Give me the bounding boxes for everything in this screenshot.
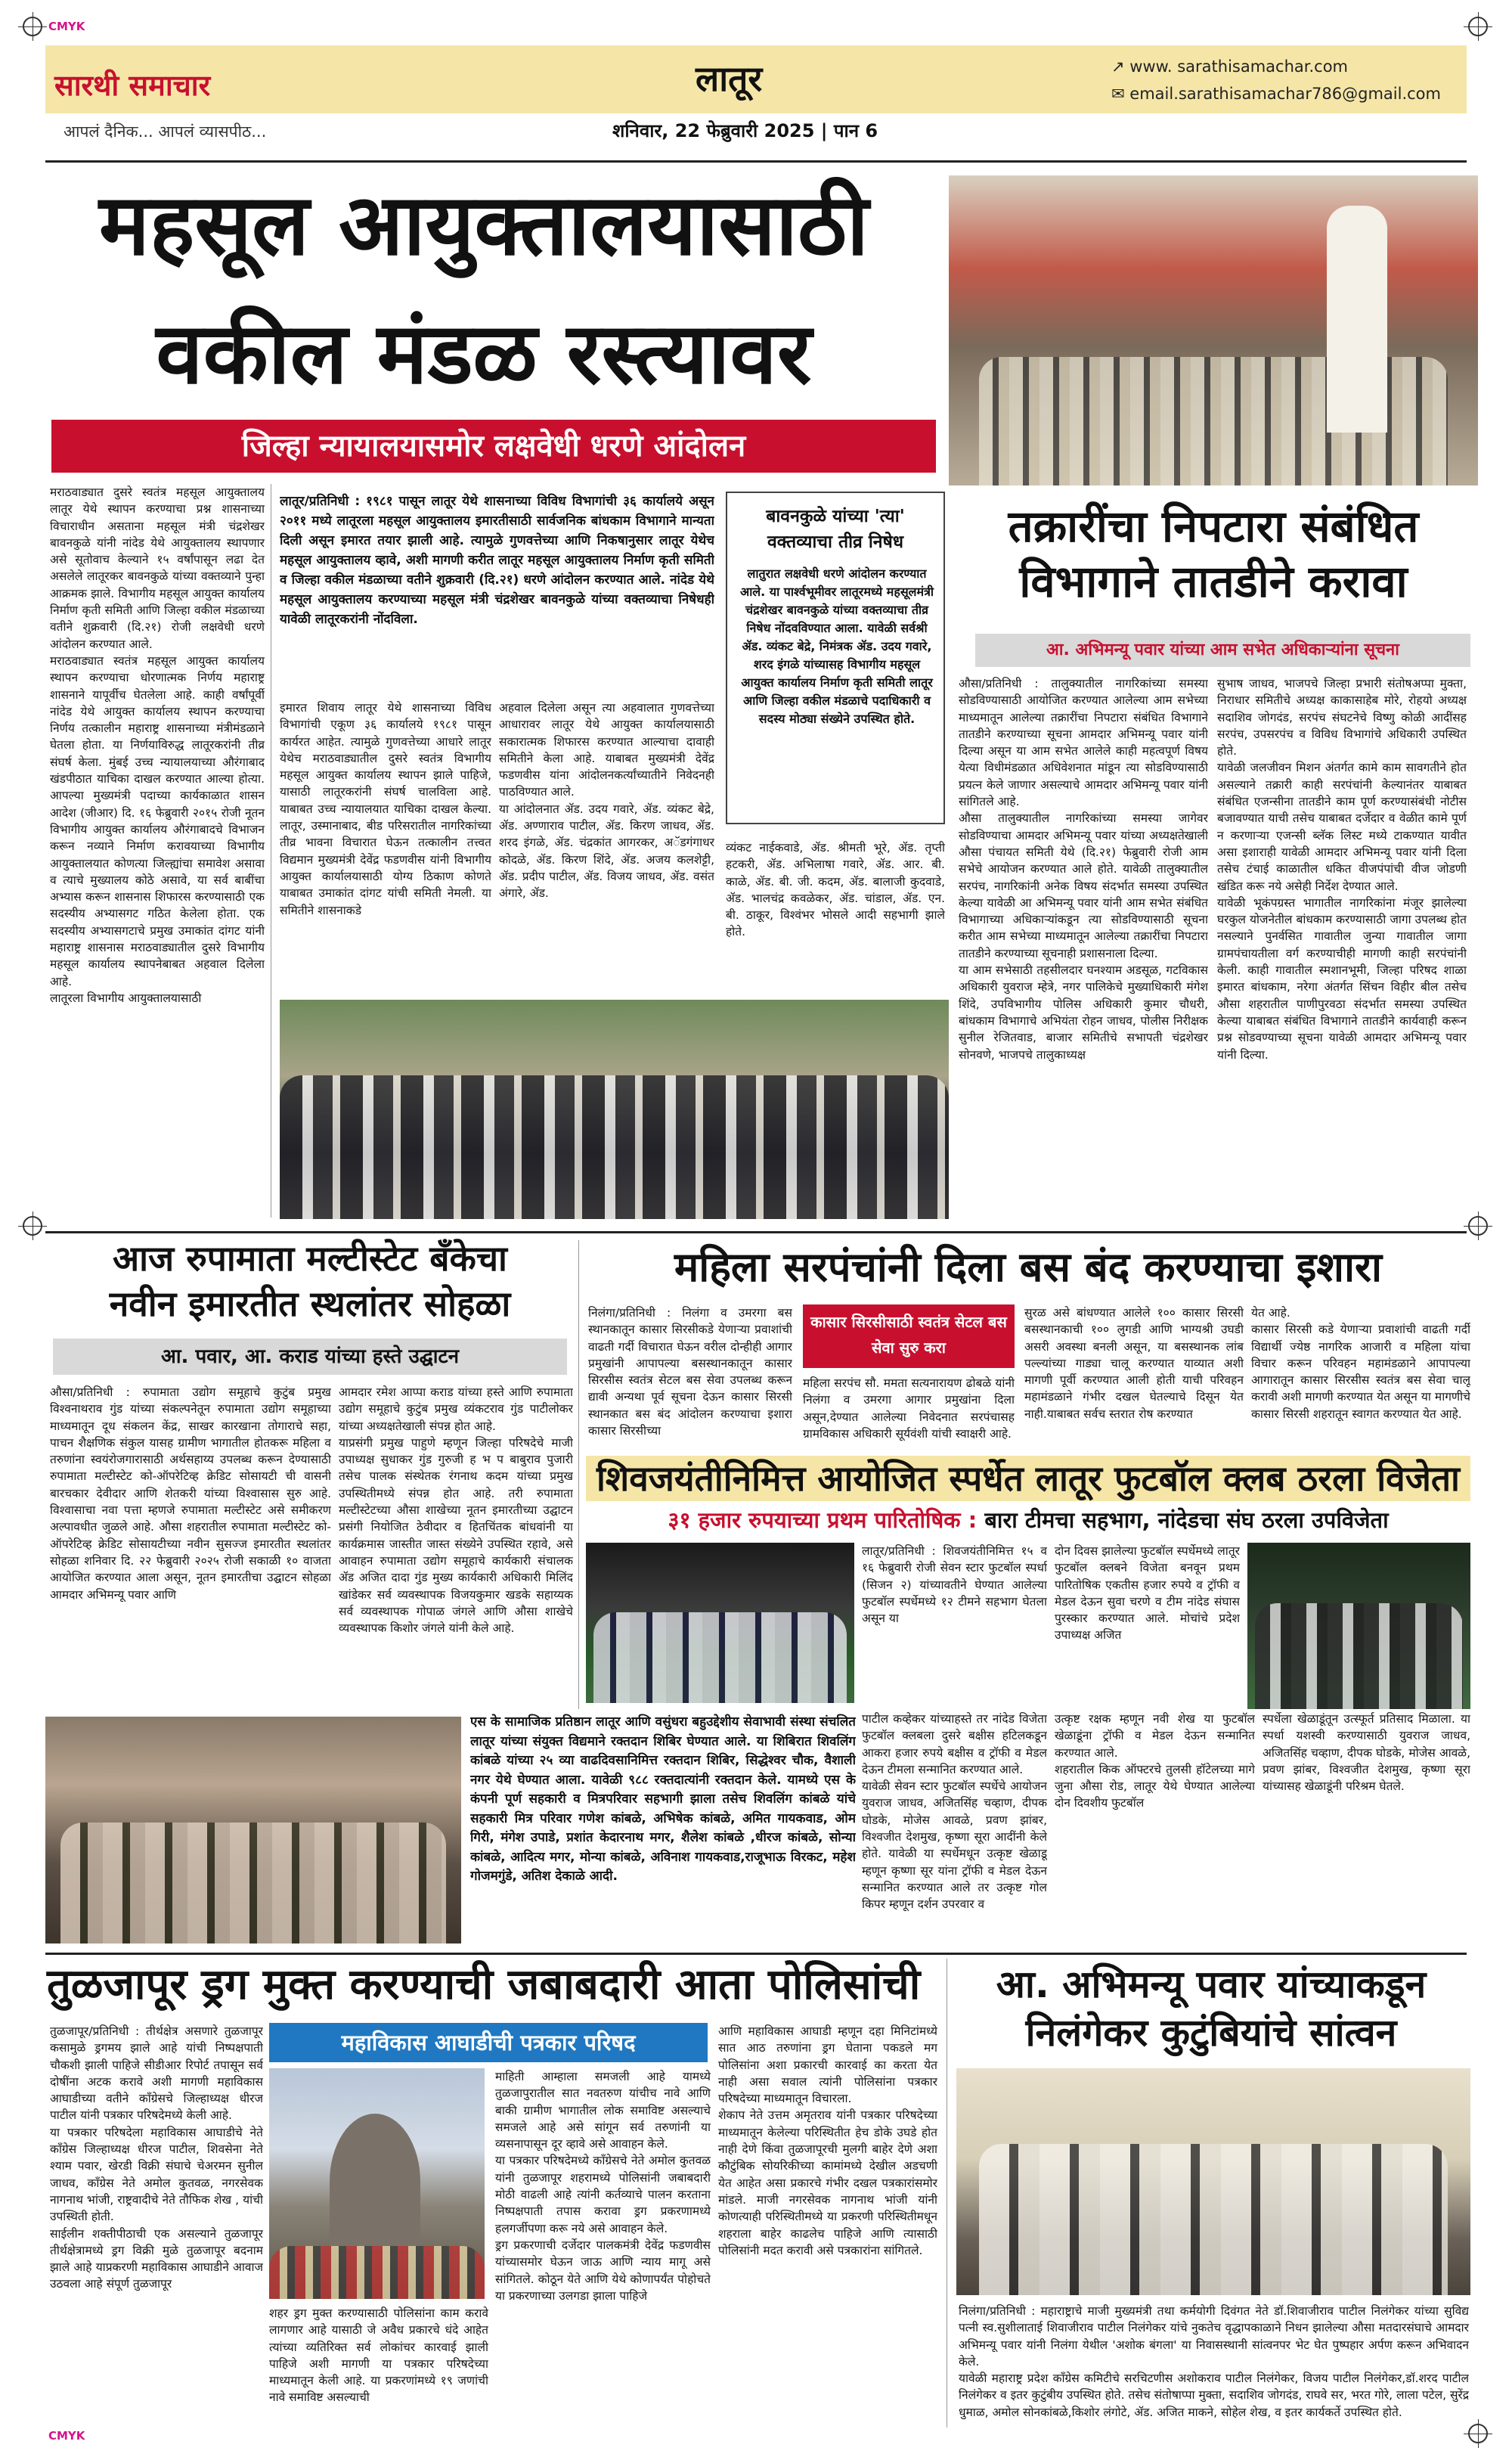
blood-camp-photo <box>45 1717 461 1943</box>
tuljapur-photo-caption: शहर ड्रग मुक्त करण्यासाठी पोलिसांना काम करावे लागणार आहे यासाठी जे अवैध प्रकारचे धंदे आहेत त्यांच्या व्यतिरिक्त सर्व लोकांचर कारवाई झाली पाहिजे अशी मागणी या पत्रकार परिषदेच्या माध्यमातून केली आहे. या प्रकरणांमध्ये १९ जणांची नावे समाविष्ट असल्याची <box>269 2306 488 2405</box>
sarpanch-column-1: निलंगा/प्रतिनिधी : निलंगा व उमरगा बस स्थानकातून कासार सिरसीकडे येणाऱ्या प्रवाशांची वाढती गर्दी विचारात घेऊन वरील दोन्हीही आगार प्रमुखांनी आपापल्या बसस्थानकातून कासार सिरसीस स्वतंत्र सेटल बस सेवा उपलब्ध करून द्यावी अन्यथा पूर्व सूचना देऊन कासार सिरसी स्थानकात बस बंद आंदोलन करण्याचा इशारा कासार सिरसीच्या <box>588 1306 792 1438</box>
mail-icon: ✉ <box>1111 85 1130 103</box>
paper-tagline: आपलं दैनिक... आपलं व्यासपीठ... <box>64 123 267 141</box>
nilangekar-headline-1: आ. अभिमन्यू पवार यांच्याकडून <box>996 1962 1427 2006</box>
registration-mark <box>1468 1216 1488 1236</box>
lead-column-3: अहवाल दिलेला असून त्या अहवालात गुणवत्तेच्या आधारावर लातूर येथे आयुक्त कार्यालयासाठी सकारात्मक शिफारस करण्यात आल्याचा दावाही समितीने केला आहे. याबाबत मुख्यमंत्री देवेंद्र फडणवीस यांना आंदोलनकर्त्यांच्यातीने निवेदनही पाठविण्यात आले. या आंदोलनात ॲड. उदय गवारे, ॲड. व्यंकट बेद्रे, ॲड. अण्णाराव पाटील, ॲड. किरण जाधव, ॲड. शरद इंगळे, ॲड. चंद्रकांत आगरकर, अॅडगंगाधर कोदळे, ॲड. किरण शिंदे, ॲड. अजय कलशेट्टी, ॲड. प्रदीप पाटील, ॲड. विजय जाधव, ॲड. वसंत अंगारे, ॲड. <box>499 701 714 901</box>
sarpanch-column-4: येत आहे. कासार सिरसी कडे येणाऱ्या प्रवाशांची वाढती गर्दी विद्यार्थी ज्येष्ठ नागरिक आजारी व महिला यांचा विचार करून परिवहन महामंडळाने आपापल्या आगारातून कासार सिरसीस स्वतंत्र बस सेवा चालू करावी अशी मागणी करण्यात येत असून या मागणीचे कासार सिरसी शहरातून स्वागत करण्यात येत आहे. <box>1251 1306 1470 1421</box>
edition-name: लातूर <box>696 58 763 99</box>
rupa-headline-2: नवीन इमारतीत स्थलांतर सोहळा <box>109 1283 511 1324</box>
football-subhead <box>586 1505 1470 1534</box>
sarpanch-column-3: सुरळ असे बांधण्यात आलेले १०० कासार सिरसी बसस्थानकाची १०० लुगडी आणि भाग्यश्री उघडी असरी अवस्था बनली असून, या बसस्थानक लांब पल्ल्यांच्या गाड्या चालू करण्यात याव्यात अशी मागणी पूर्वी करण्यात आली होती याची परिवहन महामंडळाने गंभीर दखल घेतल्याचे दिसून येत नाही.याबाबत सर्वच स्तरात रोष करण्यात <box>1024 1306 1244 1421</box>
cmyk-label: CMYK <box>48 2429 85 2443</box>
email-line[interactable] <box>1111 85 1441 103</box>
football-column-5: स्पर्धेला खेळाडूंतून उत्स्फूर्त प्रतिसाद मिळाला. या स्पर्धा यशस्वी करण्यासाठी युवराज जाधव, अजितसिंह चव्हाण, दीपक घोडके, मोजेस आवळे, प्रवण झांबर, विश्वजीत देशमुख, कृष्णा सूरा यांच्यासह खेळाडूंनी परिश्रम घेतले. <box>1263 1712 1470 1794</box>
email: email.sarathisamachar786@gmail.com <box>1129 85 1441 103</box>
pawar-headline: तक्रारींचा निपटारा संबंधित विभागाने तातडीने करावा <box>1008 501 1419 607</box>
sarpanch-column-2: महिला सरपंच सौ. ममता सत्यनारायण ढोबळे यांनी निलंगा व उमरगा आगार प्रमुखांना दिला असून,देण्यात आलेल्या निवेदनात सरपंचासह ग्रामविकास अधिकारी सूर्यवंशी यांची स्वाक्षरी आहे. <box>803 1376 1015 1441</box>
football-column-1: लातूर/प्रतिनिधी : शिवजयंतीनिमित्त १५ व १६ फेब्रुवारी रोजी सेवन स्टार फुटबॉल स्पर्धा (सिजन २) यांच्यावतीने घेण्यात आलेल्या फुटबॉल स्पर्धेमध्ये १२ टीमने सहभाग घेतला असून या <box>862 1544 1047 1626</box>
website: www. sarathisamachar.com <box>1129 57 1349 76</box>
date-line <box>612 118 878 143</box>
tuljapur-headline: तुळजापूर ड्रग मुक्त करण्याची जबाबदारी आता पोलिसांची <box>47 1960 921 2009</box>
rupa-strip: आ. पवार, आ. कराड यांच्या हस्ते उद्घाटन <box>53 1339 567 1375</box>
football-subhead-red: ३१ हजार रुपयाच्या प्रथम पारितोषिक : <box>668 1507 978 1533</box>
website-line[interactable] <box>1111 57 1348 76</box>
pawar-column-2: सुभाष जाधव, भाजपचे जिल्हा प्रभारी संतोषअप्पा मुक्ता, निराधार समितीचे अध्यक्ष काकासाहेब मोरे, रोहयो अध्यक्ष सदाशिव जोगदंड, सरपंच संघटनेचे विष्णु कोळी आदींसह सरपंच, उपसरपंच व विविध विभागांचे अधिकारी उपस्थित होते. यावेळी जलजीवन मिशन अंतर्गत कामे काम सावगतीने होत असल्याने तक्रारी काही सरपंचांनी केल्यानंतर याबाबत संबंधित एजन्सीना तातडीने काम पूर्ण करण्यासंबंधी नोटीस बजावण्यात याची तसेच याबाबत दर्जेदार व वेळीत कामे पूर्ण न करणाऱ्या एजन्सी ब्लॅक लिस्ट मध्ये टाकण्यात यावीत असा इशाराही यावेळी आमदार अभिमन्यू पवार यांनी दिला तसेच टंचाई काळातील धकित वीजपंपांची वीज जोडणी खंडित करू नये असेही निर्देश देण्यात आले. यावेळी भूकंपग्रस्त भागातील नागरिकांना मंजूर झालेल्या घरकुल योजनेतील बांधकाम करण्यासाठी जागा उपलब्ध होत नसल्याने पुनर्वसित गावातील जुन्या गावातील जागा ग्रामपंचायतीला वर्ग करण्याचीही मागणी काही सरपंचांनी केली. काही गावातील स्मशानभूमी, जिल्हा परिषद शाळा इमारत बांधकाम, नरेगा अंतर्गत सिंचन विहीर बील तसेच औसा शहरातील पाणीपुरवठा संदर्भात समस्या उपस्थित केल्या याबाबत संबंधित विभागाने तातडीने कार्यवाही करून प्रश्न सोडवण्याच्या सूचना यावेळी आमदार अभिमन्यू पवार यांनी दिल्या. <box>1217 677 1467 1062</box>
lead-column-2: इमारत शिवाय लातूर येथे शासनाच्या विविध विभागांची एकूण ३६ कार्यालये १९८१ पासून कार्यरत आहेत. त्यामुळे गुणवत्तेच्या आधारे लातूर येथेच मराठवाड्यातील दुसरे स्वतंत्र विभागीय महसूल आयुक्त कार्यालय स्थापन झाले पाहिजे, यासाठी लातूरकरांनी संघर्ष चालविला आहे. याबाबत उच्च न्यायालयात याचिका दाखल केल्या. लातूर, उस्मानाबाद, बीड परिसरातील नागरिकांच्या तीव्र भावना विचारात घेऊन तत्कालीन तत्त्वत विद्यमान मुख्यमंत्री देवेंद्र फडणवीस यांनी विभागीय आयुक्त कार्यालयासाठी योग्य ठिकाण कोणते याबाबत उमाकांत दांगट यांची समिती नेमली. या समितीने शासनाकडे <box>280 701 491 917</box>
section-rule <box>45 1231 1467 1233</box>
nilangekar-text: निलंगा/प्रतिनिधी : महाराष्ट्राचे माजी मुख्यमंत्री तथा कर्मयोगी दिवंगत नेते डॉ.शिवाजीराव पाटील निलंगेकर यांच्या सुविद्य पत्नी स्व.सुशीलाताई शिवाजीराव पाटील निलंगेकर यांचे नुकतेच वृद्धापकाळाने निधन झालेल्या औसा मतदारसंघाचे आमदार अभिमन्यू पवार यांनी निलंगा येथील 'अशोक बंगला' या निवासस्थानी सांत्वनपर भेट घेत पुष्पहार अर्पण करून अभिवादन केले. यावेळी महाराष्ट्र प्रदेश काँग्रेस कमिटीचे सरचिटणीस अशोकराव पाटील निलंगेकर, विजय पाटील निलंगेकर,डॉ.शरद पाटील निलंगेकर व इतर कुटुंबीय उपस्थित होते. तसेच संतोषाप्पा मुक्ता, सदाशिव जोगदंड, राघवे सर, भरत गोरे, लाला पटेल, सुरेंद्र धुमाळ, अमोल सोनकांबळे,किशोर लंगोटे, ॲड. अजित माकने, सोहेल शेख, व इतर कार्यकर्ते उपस्थित होते. <box>959 2304 1469 2419</box>
tuljapur-column-3: आणि महाविकास आघाडी म्हणून दहा मिनिटांमध्ये सात आठ तरुणांना ड्रग घेताना पकडले मग पोलिसांना अशा प्रकारची कारवाई का करता येत नाही असा सवाल त्यांनी पोलिसांना पत्रकार परिषदेच्या माध्यमातून विचारला. शेकाप नेते उत्तम अमृतराव यांनी पत्रकार परिषदेच्या माध्यमातून केलेल्या परिस्थितीत हेच डोके उघडे होत नाही देणे किंवा तुळजापूरची मुलगी बाहेर देणे अशा कौटुंबिक सोयरिकीच्या कामांमध्ये देखील अडचणी येत आहेत असा प्रकारचे गंभीर दखल पत्रकारांसमोर मांडले. माजी नगरसेवक नागनाथ भांजी यांनी कोणत्याही परिस्थितीमध्ये या प्रकरणी परिस्थितीमधून शहराला बाहेर काढलेच पाहिजे आणि त्यासाठी पोलिसांनी मदत करावी असे पत्रकारांना सांगितले. <box>718 2024 937 2257</box>
lead-photo-crowd <box>949 175 1478 485</box>
pawar-strip: आ. अभिमन्यू पवार यांच्या आम सभेत अधिकाऱ्यांना सूचना <box>975 634 1470 667</box>
side-box-title: बावनकुळे यांच्या 'त्या' वक्तव्याचा तीव्र निषेध <box>766 507 905 552</box>
sarpanch-headline: महिला सरपंचांनी दिला बस बंद करण्याचा इशारा <box>674 1243 1383 1291</box>
tuljapur-column-2: माहिती आम्हाला समजली आहे यामध्ये तुळजापुरातील सात नवतरुण यांचीच नावे आणि बाकी ग्रामीण भागातील लोक समाविष्ट असल्याचे समजले आहे असे सांगून सर्व तरुणांनी या व्यसनापासून दूर व्हावे असे आवाहन केले. या पत्रकार परिषदेमध्ये काँग्रेसचे नेते अमोल कुतवळ यांनी तुळजापूर शहरामध्ये पोलिसांनी जबाबदारी मोठी वाढली आहे त्यांनी कर्तव्याचे पालन करताना निष्पक्षपाती तपास करावा ड्रग प्रकरणामध्ये हलगर्जीपणा करू नये असे आवाहन केले. ड्रग प्रकरणाची दर्जेदार पालकमंत्री देवेंद्र फडणवीस यांच्यासमोर घेऊन जाऊ आणि न्याय मागू असे सांगितले. कोठून येते आणि येथे कोणापर्यंत पोहोचते या प्रकरणाच्या उलगडा झाला पाहिजे <box>495 2070 711 2303</box>
registration-mark <box>23 1216 42 1236</box>
blood-camp-text: एस के सामाजिक प्रतिष्ठान लातूर आणि वसुंधरा बहुउद्देशीय सेवाभावी संस्था संचलित लातूर यांच्या संयुक्त विद्यमाने रक्तदान शिबिर घेण्यात आले. या शिबिरात शिवलिंग कांबळे यांच्या २५ व्या वाढदिवसानिमित्त रक्तदान शिबिर, सिद्धेश्वर चौक, वैशाली नगर येथे घेण्यात आला. यावेळी ९८८ रक्तदात्यांनी रक्तदान केले. यामध्ये एस के कंपनी पूर्ण सहकारी व मित्रपरिवार सहभागी झाला तसेच शिवलिंग कांबळे यांचे सहकारी मित्र परिवार गणेश कांबळे, अभिषेक कांबळे, अमित गायकवाड, ओम गिरी, मंगेश उपाडे, प्रशांत केदारनाथ मगर, शैलेश कांबळे ,धीरज कांबळे, सोन्या कांबळे, आदित्य मगर, मोन्या कांबळे, अविनाश गायकवाड,राजूभाऊ विरकट, महेश गोजमगुंडे, अतिश देकाळे आदी. <box>470 1714 856 1884</box>
football-column-3: पाटील कव्हेकर यांच्याहस्ते तर नांदेड विजेता फुटबॉल क्लबला दुसरे बक्षीस हटिलकडून आकरा हजार रुपये बक्षीस व ट्रॉफी व मेडल देऊन टीमला सन्मानित करण्यात आले. यावेळी सेवन स्टार फुटबॉल स्पर्धेचे आयोजन युवराज जाधव, अजितसिंह चव्हाण, दीपक घोडके, मोजेस आवळे, प्रवण झांबर, विश्वजीत देशमुख, कृष्णा सूरा आदींनी केले होते. यावेळी या स्पर्धेमधून उत्कृष्ट खेळाडू म्हणून कृष्णा सूर यांना ट्रॉफी व मेडल देऊन सन्मानित करण्यात आले तर उत्कृष्ट गोल किपर म्हणून दर्शन उपरवार व <box>862 1712 1047 1912</box>
masthead-rule <box>45 160 1467 163</box>
rupa-column-2: आमदार रमेश आप्पा कराड यांच्या हस्ते आणि रुपामाता उद्योग समूहाचे कुटुंब प्रमुख व्यंकटराव गुंड पाटीलोकर यांच्या अध्यक्षतेखाली संपन्न होत आहे. याप्रसंगी प्रमुख पाहुणे म्हणून जिल्हा परिषदेचे माजी उपाध्यक्ष सुधाकर गुंड गुरुजी ह भ प बाबुराव पुजारी तसेच पालक संस्थेतक रंगनाथ कदम यांच्या प्रमुख उपस्थितीमध्ये संपन्न होत आहे. तरी रुपामाता मल्टीस्टेटच्या औसा शाखेच्या नूतन इमारतीच्या उद्घाटन प्रसंगी नियोजित ठेवीदार व हितचिंतक बांधवांनी या कार्यक्रमास जास्तीत जास्त संख्येने उपस्थित रहावे, असे आवाहन रुपामाता उद्योग समूहाचे कार्यकारी संचालक ॲड अजित दादा गुंड मुख्य कार्यकारी अधिकारी मिलिंद खांडेकर सर्व व्यवस्थापक विजयकुमार खडके सहाय्यक सर्व व्यवस्थापक गोपाळ जंगले आणि औसा शाखेचे व्यवस्थापक किशोर जंगले यांनी केले आहे. <box>339 1385 573 1636</box>
lead-column-4: व्यंकट नाईकवाडे, ॲड. श्रीमती भूरे, ॲड. तृप्ती हटकरी, ॲड. अभिलाषा गवारे, ॲड. आर. बी. काळे, ॲड. बी. जी. कदम, ॲड. बालाजी कुदवाडे, ॲड. भालचंद्र कवळेकर, ॲड. चांडाल, ॲड. एन. बी. ठाकूर, विश्वंभर भोसले आदी सहभागी झाले होते. <box>726 841 945 939</box>
lead-headline-1: महसूल आयुक्तालयासाठी <box>98 176 869 275</box>
football-team-photo <box>586 1543 854 1703</box>
issue-date: शनिवार, 22 फेब्रुवारी 2025 <box>612 120 815 141</box>
column-divider <box>578 1240 579 1709</box>
football-column-2: दोन दिवस झालेल्या फुटबॉल स्पर्धेमध्ये लातूर फुटबॉल क्लबने विजेता बनवून प्रथम पारितोषिक एकतीस हजार रुपये व ट्रॉफी व मेडल देऊन सुवा चरणे व टीम नांदेड संघास पुरस्कार करण्यात आले. मोचांचे प्रदेश उपाध्यक्ष अजित <box>1055 1544 1240 1643</box>
lead-side-box <box>726 492 945 824</box>
lead-headline-2: वकील मंडळ रस्त्यावर <box>156 305 812 403</box>
football-column-4: उत्कृष्ट रक्षक म्हणून नवी शेख या फुटबॉल खेळाडूंना ट्रॉफी व मेडल देऊन सन्मानित करण्यात आले. शहरातील किक ऑफ्टरचे तुलसी हॉटेलच्या मागे जुना औसा रोड, लातूर येथे घेण्यात आलेल्या दोन दिवशीय फुटबॉल <box>1055 1712 1255 1810</box>
masthead <box>45 45 1467 159</box>
cmyk-label: CMYK <box>48 20 85 33</box>
tuljapur-column-1: तुळजापूर/प्रतिनिधी : तीर्थक्षेत्र असणारे तुळजापूर कसामुळे ड्रगमय झाले आहे यांची निष्पक्षपाती चौकशी झाली पाहिजे सीडीआर रिपोर्ट तपासून सर्व दोषींना अटक करावे अशी मागणी महाविकास आघाडीच्या वतीने काँग्रेसचे जिल्हाध्यक्ष धीरज पाटील यांनी पत्रकार परिषदेमध्ये केली आहे. या पत्रकार परिषदेला महाविकास आघाडीचे नेते काँग्रेस जिल्हाध्यक्ष धीरज पाटील, शिवसेना नेते श्याम पवार, खेरडी विक्री संघाचे चेअरमन सुनील जाधव, काँग्रेस नेते अमोल कुतवळ, नगरसेवक नागनाथ भांजी, राष्ट्रवादीचे नेते तौफिक शेख , यांची उपस्थिती होती. साईलीन शक्तीपीठाची एक असल्याने तुळजापूर तीर्थक्षेत्रामध्ये ड्रग विक्री मुळे तुळजापूर बदनाम झाले आहे याप्रकरणी महाविकास आघाडीने आवाज उठवला आहे संपूर्ण तुळजापूर <box>50 2024 263 2291</box>
registration-mark <box>23 17 42 36</box>
lead-photo-lawyers <box>280 1000 949 1219</box>
nilangekar-headline-2: निलंगेकर कुटुंबियांचे सांत्वन <box>1025 2011 1397 2055</box>
lead-intro-box: लातूर/प्रतिनिधी : १९८१ पासून लातूर येथे शासनाच्या विविध विभागांची ३६ कार्यालये असून २०११ मध्ये लातूरला महसूल आयुक्तालय इमारतीसाठी सार्वजनिक बांधकाम विभागाने मान्यता दिली असून इमारत तयार झाली आहे. त्यामुळे गुणवत्तेच्या आणि निकषानुसार लातूर येथेच महसूल आयुक्तालय व्हावे, अशी मागणी करीत लातूर महसूल आयुक्तालय निर्माण कृती समिती व जिल्हा वकील मंडळाच्या वतीने शुक्रवारी (दि.२१) धरणे आंदोलन करण्यात आले. नांदेड येथे महसूल आयुक्तालय करण्याच्या महसूल मंत्री चंद्रशेखर बावनकुळे यांच्या वक्तव्याचा निषेधही यावेळी लातूरकरांनी नोंदविला. <box>280 494 714 627</box>
football-trophy-photo <box>1247 1543 1470 1709</box>
rupa-headline-1: आज रुपामाता मल्टीस्टेट बँकेचा <box>113 1238 507 1279</box>
page-number: पान 6 <box>833 120 878 141</box>
pawar-column-1: औसा/प्रतिनिधी : तालुक्यातील नागरिकांच्या समस्या सोडविण्यासाठी आयोजित करण्यात आलेल्या आम सभेच्या माध्यमातून आलेल्या तक्रारींचा निपटारा संबंधित विभागाने तातडीने करण्याच्या सूचना आमदार अभिमन्यू पवार यांनी दिल्या असून या आम सभेत आलेले काही महत्वपूर्ण विषय येत्या विधीमंडळात अधिवेशनात मांडून त्या सोडविण्यासाठी प्रयत्न केले जाणार असल्याचे आमदार अभिमन्यू पवार यांनी सांगितले आहे. औसा तालुक्यातील नागरिकांच्या समस्या जागेवर सोडविण्याचा आमदार अभिमन्यू पवार यांच्या अध्यक्षतेखाली औसा पंचायत समिती येथे (दि.२१) फेब्रुवारी रोजी आम सभेचे आयोजन करण्यात आले होते. यावेळी तालुक्यातील सरपंच, नागरिकांनी अनेक विषय संदर्भात समस्या उपस्थित केल्या यावेळी आ अभिमन्यू पवार यांनी आम सभेत संबंधित विभागाच्या अधिकाऱ्यांकडून त्या सोडविण्यासाठी सूचना करीत आम सभेच्या माध्यमातून आलेल्या तक्रारींचा निपटारा तातडीने करण्याच्या सूचनाही प्रशासनाला दिल्या. या आम सभेसाठी तहसीलदार घनश्याम अडसूळ, गटविकास अधिकारी युवराज म्हेत्रे, नगर पालिकेचे मुख्याधिकारी मंगेश शिंदे, उपविभागीय पोलिस अधिकारी कुमार चौधरी, बांधकाम विभागाचे अभियंता रोहन जाधव, पोलीस निरीक्षक सुनील रेजितवाड, बाजार समितीचे सभापती चंद्रशेखर सोनवणे, भाजपचे तालुकाध्यक्ष <box>959 677 1208 1062</box>
registration-mark <box>1468 17 1488 36</box>
tuljapur-temple-photo <box>269 2068 485 2299</box>
nilangekar-photo <box>956 2068 1470 2295</box>
lead-strip: जिल्हा न्यायालयासमोर लक्षवेधी धरणे आंदोलन <box>51 420 936 473</box>
link-icon: ↗ <box>1111 57 1130 76</box>
sarpanch-box: कासार सिरसीसाठी स्वतंत्र सेटल बस सेवा सुरु करा <box>803 1304 1015 1368</box>
football-subhead-rest: बारा टीमचा सहभाग, नांदेडचा संघ ठरला उपविजेता <box>984 1507 1389 1533</box>
side-box-text: लातुरात लक्षवेधी धरणे आंदोलन करण्यात आले. या पार्श्वभूमीवर लातूरमध्ये महसूलमंत्री चंद्रशेखर बावनकुळे यांच्या वक्तव्याचा तीव्र निषेध नोंदवविण्यात आला. यावेळी सर्वश्री ॲड. व्यंकट बेद्रे, निमंत्रक ॲड. उदय गवारे, शरद इंगळे यांच्यासह विभागीय महसूल आयुक्त कार्यालय निर्माण कृती समिती लातूर आणि जिल्हा वकील मंडळाचे पदाधिकारी व सदस्य मोठ्या संख्येने उपस्थित होते. <box>739 566 934 726</box>
tuljapur-strip: महाविकास आघाडीची पत्रकार परिषद <box>269 2023 708 2062</box>
registration-mark <box>1468 2424 1488 2443</box>
section-rule <box>45 1953 1467 1955</box>
lead-column-1: मराठवाड्यात दुसरे स्वतंत्र महसूल आयुक्तालय लातूर येथे स्थापन करण्याचा प्रश्न शासनाच्या विचाराधीन असताना महसूल मंत्री चंद्रशेखर बावनकुळे यांनी नांदेड येथे आयुक्तालय स्थापणार असे सूतोवाच केल्याने १५ वर्षांपासून लढा देत असलेले लातूरकर बावनकुळे यांच्या वक्तव्याने पुन्हा आक्रमक झाले. विभागीय महसूल आयुक्त कार्यालय निर्माण कृती समिती आणि जिल्हा वकील मंडळाच्या वतीने शुक्रवारी (दि.२१) रोजी लक्षवेधी धरणे आंदोलन करण्यात आले. मराठवाड्यात स्वतंत्र महसूल आयुक्त कार्यालय स्थापन करण्याचा धोरणात्मक निर्णय महाराष्ट्र शासनाने यापूर्वीच घेतलेला आहे. काही वर्षांपूर्वी नांदेड येथे आयुक्त कार्यालय स्थापन करण्याचा निर्णय तत्कालीन महाराष्ट्र शासनाच्या मंत्रीमंडळाने घेतला होता. या निर्णयाविरुद्ध लातूरकरांनी तीव्र संघर्ष केला. मुंबई उच्च न्यायालयाच्या औरंगाबाद खंडपीठात याचिका दाखल करण्यात आल्या होत्या. आपल्या मुख्यमंत्री पदाच्या कार्यकाळात शासन आदेश (जीआर) दि. १६ फेब्रुवारी २०१५ रोजी नूतन विभागीय आयुक्त कार्यालय औरंगाबादचे विभाजन करून नव्याने निर्माण करावयाच्या विभागीय आयुक्तालयात कोणत्या जिल्ह्यांचा समावेश असावा व त्याचे मुख्यालय कोठे असावे, या सर्व बाबींचा अभ्यास करून शासनास शिफारस करण्यासाठी एक सदस्यीय अभ्यासगट गठित केलेला होता. एक सदस्यीय अभ्यासगटाचे प्रमुख उमाकांत दांगट यांनी महाराष्ट्र शासनास मराठवाड्यातील दुसरे विभागीय महसूल कार्यालय स्थापनेबाबत अहवाल दिलेला आहे. लातूरला विभागीय आयुक्तालयासाठी <box>50 485 265 1005</box>
rupa-column-1: औसा/प्रतिनिधी : रुपामाता उद्योग समूहाचे कुटुंब प्रमुख विश्वनाथराव गुंड यांच्या संकल्पनेतून रुपामाता उद्योग समूहाच्या माध्यमातून दूध संकलन केंद्र, साखर कारखाना तोगाराचे सहा, पाचन शैक्षणिक संकुल यासह ग्रामीण भागातील होतकरू महिला व तरुणांना स्वयंरोजगारासाठी अर्थसहाय्य उपलब्ध करून देण्यासाठी रुपामाता मल्टीस्टेट को-ऑपरेटिव्ह क्रेडिट सोसायटी ची वासनी बारचकार देवीदार आणि शेतकरी यांच्या विश्वासास सुरु आहे. विश्वासाचा नवा पत्ता म्हणजे रुपामाता मल्टीस्टेट असे समीकरण अल्पावधीत जुळले आहे. औसा शहरातील रुपामाता मल्टीस्टेट को-ऑपरेटिव्ह क्रेडिट सोसायटीच्या नवीन सुसज्ज इमारतीत स्थलांतर सोहळा शनिवार दि. २२ फेब्रुवारी २०२५ रोजी सकाळी १० वाजता आयोजित करण्यात आला असून, नूतन इमारतीचा उद्घाटन सोहळा आमदार अभिमन्यू पवार आणि <box>50 1385 331 1602</box>
football-headline: शिवजयंतीनिमित्त आयोजित स्पर्धेत लातूर फुटबॉल क्लब ठरला विजेता <box>586 1456 1470 1501</box>
paper-name: सारथी समाचार <box>54 69 211 102</box>
date-separator: | <box>814 120 834 141</box>
